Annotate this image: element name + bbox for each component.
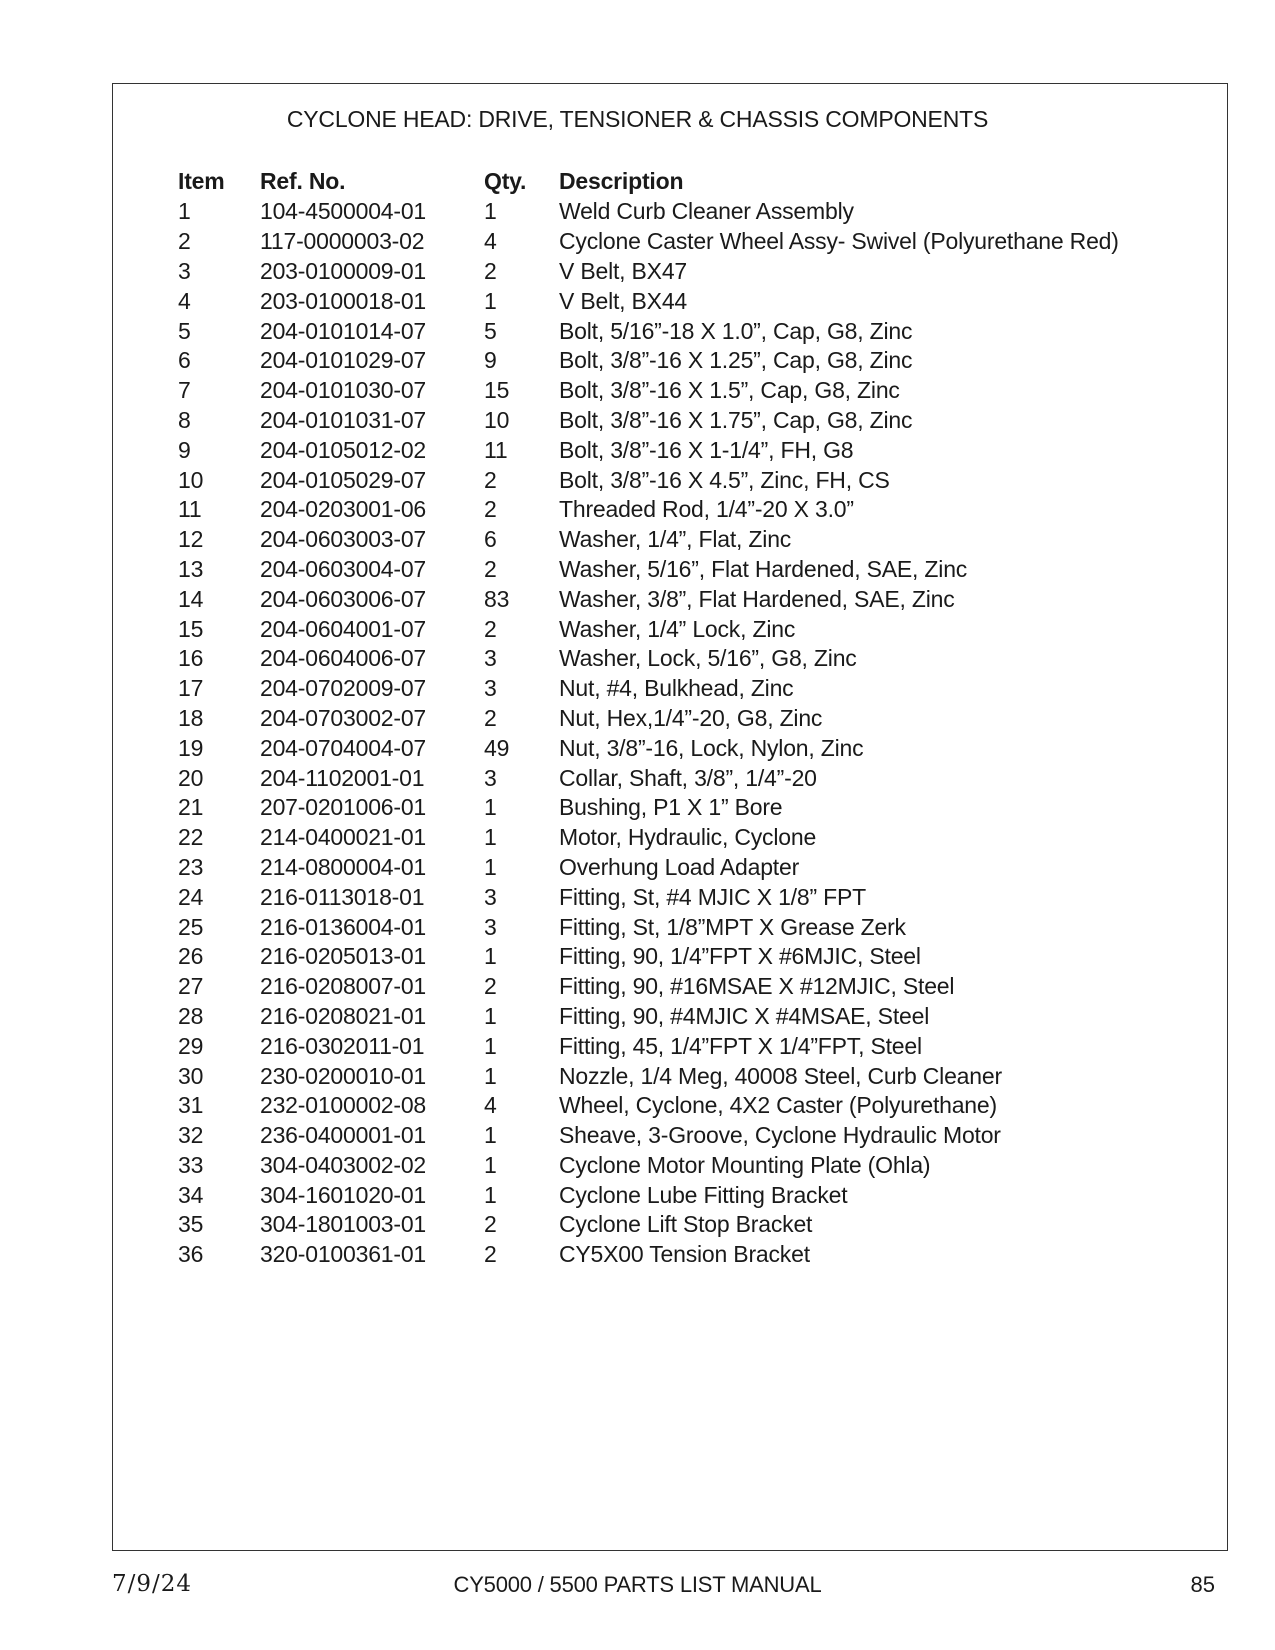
cell-description: Washer, Lock, 5/16”, G8, Zinc	[559, 645, 857, 672]
cell-ref-no: 236-0400001-01	[260, 1122, 427, 1149]
cell-ref-no: 232-0100002-08	[260, 1092, 427, 1119]
cell-ref-no: 216-0136004-01	[260, 913, 427, 940]
cell-item: 15	[178, 615, 204, 642]
cell-qty: 1	[484, 287, 497, 314]
table-row	[178, 823, 1119, 853]
cell-item: 1	[178, 198, 191, 225]
cell-item: 2	[178, 228, 191, 255]
cell-ref-no: 216-0208021-01	[260, 1002, 427, 1029]
cell-ref-no: 204-0604006-07	[260, 645, 427, 672]
cell-description: Bolt, 3/8”-16 X 1.5”, Cap, G8, Zinc	[559, 377, 900, 404]
cell-description: Bolt, 3/8”-16 X 1-1/4”, FH, G8	[559, 436, 854, 463]
cell-item: 22	[178, 824, 204, 851]
cell-item: 3	[178, 257, 191, 284]
table-row	[178, 555, 1119, 585]
cell-ref-no: 204-0603003-07	[260, 526, 427, 553]
cell-item: 5	[178, 317, 191, 344]
cell-description: Overhung Load Adapter	[559, 853, 800, 880]
cell-item: 18	[178, 704, 204, 731]
cell-ref-no: 204-0101029-07	[260, 347, 427, 374]
cell-description: CY5X00 Tension Bracket	[559, 1241, 810, 1268]
cell-ref-no: 304-1801003-01	[260, 1211, 427, 1238]
table-row	[178, 257, 1119, 287]
table-row	[178, 1091, 1119, 1121]
cell-item: 31	[178, 1092, 204, 1119]
table-row	[178, 972, 1119, 1002]
cell-ref-no: 204-1102001-01	[260, 764, 425, 791]
cell-description: Nozzle, 1/4 Meg, 40008 Steel, Curb Cleaner	[559, 1062, 1002, 1089]
cell-qty: 2	[484, 466, 497, 493]
cell-description: Wheel, Cyclone, 4X2 Caster (Polyurethane)	[559, 1092, 997, 1119]
cell-item: 21	[178, 794, 204, 821]
cell-item: 9	[178, 436, 191, 463]
cell-ref-no: 203-0100009-01	[260, 257, 427, 284]
footer-manual-title: CY5000 / 5500 PARTS LIST MANUAL	[453, 1572, 822, 1597]
cell-qty: 1	[484, 1062, 497, 1089]
cell-description: Cyclone Caster Wheel Assy- Swivel (Polyurethane Red)	[559, 228, 1119, 255]
cell-ref-no: 204-0101014-07	[260, 317, 427, 344]
table-row	[178, 1180, 1119, 1210]
cell-ref-no: 214-0800004-01	[260, 853, 427, 880]
cell-item: 30	[178, 1062, 204, 1089]
cell-qty: 3	[484, 764, 497, 791]
cell-item: 12	[178, 526, 204, 553]
table-row	[178, 406, 1119, 436]
cell-item: 4	[178, 287, 191, 314]
table-row	[178, 1210, 1119, 1240]
cell-qty: 3	[484, 645, 497, 672]
cell-ref-no: 204-0704004-07	[260, 734, 427, 761]
cell-description: V Belt, BX44	[559, 287, 688, 314]
cell-qty: 1	[484, 943, 497, 970]
cell-ref-no: 204-0101030-07	[260, 377, 427, 404]
page-number: 85	[1190, 1572, 1215, 1597]
cell-description: Nut, 3/8”-16, Lock, Nylon, Zinc	[559, 734, 864, 761]
table-row	[178, 346, 1119, 376]
cell-description: Cyclone Lift Stop Bracket	[559, 1211, 813, 1238]
table-row	[178, 1002, 1119, 1032]
table-row	[178, 882, 1119, 912]
cell-qty: 2	[484, 615, 497, 642]
cell-description: Bushing, P1 X 1” Bore	[559, 794, 783, 821]
cell-qty: 49	[484, 734, 510, 761]
cell-item: 25	[178, 913, 204, 940]
cell-item: 23	[178, 853, 204, 880]
table-row	[178, 525, 1119, 555]
cell-description: Bolt, 3/8”-16 X 1.75”, Cap, G8, Zinc	[559, 406, 913, 433]
table-row	[178, 1031, 1119, 1061]
cell-item: 20	[178, 764, 204, 791]
cell-item: 24	[178, 883, 204, 910]
cell-description: Cyclone Lube Fitting Bracket	[559, 1181, 848, 1208]
table-row	[178, 1121, 1119, 1151]
cell-ref-no: 214-0400021-01	[260, 824, 427, 851]
cell-qty: 1	[484, 1032, 497, 1059]
cell-ref-no: 204-0702009-07	[260, 675, 427, 702]
cell-item: 13	[178, 555, 204, 582]
cell-qty: 1	[484, 1002, 497, 1029]
parts-table-body	[178, 197, 1119, 1270]
cell-item: 36	[178, 1241, 204, 1268]
cell-description: V Belt, BX47	[559, 257, 688, 284]
cell-qty: 2	[484, 1241, 497, 1268]
cell-description: Washer, 1/4” Lock, Zinc	[559, 615, 796, 642]
table-row	[178, 1151, 1119, 1181]
table-row	[178, 942, 1119, 972]
footer-date: 7/9/24	[112, 1571, 193, 1597]
cell-qty: 3	[484, 883, 497, 910]
cell-description: Bolt, 3/8”-16 X 4.5”, Zinc, FH, CS	[559, 466, 890, 493]
cell-item: 27	[178, 973, 204, 1000]
cell-item: 7	[178, 377, 191, 404]
cell-item: 19	[178, 734, 204, 761]
cell-qty: 1	[484, 1151, 497, 1178]
table-row	[178, 763, 1119, 793]
cell-item: 17	[178, 675, 204, 702]
cell-qty: 6	[484, 526, 497, 553]
cell-item: 16	[178, 645, 204, 672]
cell-item: 14	[178, 585, 204, 612]
cell-ref-no: 320-0100361-01	[260, 1241, 427, 1268]
cell-ref-no: 204-0203001-06	[260, 496, 427, 523]
cell-ref-no: 207-0201006-01	[260, 794, 427, 821]
table-row	[178, 435, 1119, 465]
cell-item: 32	[178, 1122, 204, 1149]
cell-qty: 4	[484, 228, 497, 255]
cell-qty: 83	[484, 585, 510, 612]
cell-ref-no: 204-0604001-07	[260, 615, 427, 642]
cell-item: 33	[178, 1151, 204, 1178]
table-row	[178, 644, 1119, 674]
table-row	[178, 1240, 1119, 1270]
cell-ref-no: 204-0101031-07	[260, 406, 427, 433]
cell-item: 11	[178, 496, 202, 523]
cell-ref-no: 204-0603006-07	[260, 585, 427, 612]
cell-description: Bolt, 5/16”-18 X 1.0”, Cap, G8, Zinc	[559, 317, 913, 344]
table-row	[178, 227, 1119, 257]
cell-description: Collar, Shaft, 3/8”, 1/4”-20	[559, 764, 817, 791]
cell-ref-no: 104-4500004-01	[260, 198, 427, 225]
cell-ref-no: 204-0105012-02	[260, 436, 427, 463]
cell-qty: 3	[484, 913, 497, 940]
cell-description: Fitting, 90, 1/4”FPT X #6MJIC, Steel	[559, 943, 921, 970]
cell-description: Cyclone Motor Mounting Plate (Ohla)	[559, 1151, 931, 1178]
cell-ref-no: 204-0703002-07	[260, 704, 427, 731]
cell-qty: 2	[484, 555, 497, 582]
cell-description: Motor, Hydraulic, Cyclone	[559, 824, 817, 851]
header-description: Description	[559, 167, 684, 194]
cell-description: Threaded Rod, 1/4”-20 X 3.0”	[559, 496, 854, 523]
cell-qty: 10	[484, 406, 510, 433]
cell-item: 10	[178, 466, 204, 493]
cell-qty: 1	[484, 794, 497, 821]
table-row	[178, 704, 1119, 734]
cell-qty: 9	[484, 347, 497, 374]
cell-description: Fitting, St, 1/8”MPT X Grease Zerk	[559, 913, 906, 940]
cell-qty: 1	[484, 853, 497, 880]
cell-item: 26	[178, 943, 204, 970]
table-row	[178, 197, 1119, 227]
cell-qty: 2	[484, 973, 497, 1000]
cell-qty: 4	[484, 1092, 497, 1119]
cell-description: Weld Curb Cleaner Assembly	[559, 198, 854, 225]
cell-description: Sheave, 3-Groove, Cyclone Hydraulic Motor	[559, 1122, 1001, 1149]
cell-description: Nut, Hex,1/4”-20, G8, Zinc	[559, 704, 823, 731]
cell-ref-no: 304-0403002-02	[260, 1151, 427, 1178]
table-row	[178, 614, 1119, 644]
page-title: CYCLONE HEAD: DRIVE, TENSIONER & CHASSIS COMPONENTS	[286, 106, 989, 132]
table-row	[178, 674, 1119, 704]
table-row	[178, 286, 1119, 316]
table-row	[178, 376, 1119, 406]
cell-ref-no: 203-0100018-01	[260, 287, 427, 314]
cell-ref-no: 304-1601020-01	[260, 1181, 427, 1208]
cell-description: Fitting, 45, 1/4”FPT X 1/4”FPT, Steel	[559, 1032, 922, 1059]
cell-qty: 1	[484, 1122, 497, 1149]
table-row	[178, 316, 1119, 346]
cell-ref-no: 204-0603004-07	[260, 555, 427, 582]
cell-description: Fitting, 90, #16MSAE X #12MJIC, Steel	[559, 973, 955, 1000]
table-row	[178, 465, 1119, 495]
cell-qty: 2	[484, 496, 497, 523]
table-row	[178, 495, 1119, 525]
header-item: Item	[178, 167, 225, 194]
table-header-row	[178, 165, 1119, 197]
cell-description: Washer, 1/4”, Flat, Zinc	[559, 526, 792, 553]
header-qty: Qty.	[484, 167, 527, 194]
cell-item: 28	[178, 1002, 204, 1029]
cell-item: 35	[178, 1211, 204, 1238]
cell-description: Washer, 3/8”, Flat Hardened, SAE, Zinc	[559, 585, 955, 612]
cell-item: 34	[178, 1181, 204, 1208]
cell-qty: 1	[484, 824, 497, 851]
table-row	[178, 853, 1119, 883]
cell-qty: 2	[484, 704, 497, 731]
cell-item: 8	[178, 406, 191, 433]
cell-qty: 3	[484, 675, 497, 702]
cell-qty: 2	[484, 257, 497, 284]
cell-qty: 2	[484, 1211, 497, 1238]
cell-ref-no: 216-0205013-01	[260, 943, 427, 970]
cell-item: 29	[178, 1032, 204, 1059]
cell-ref-no: 204-0105029-07	[260, 466, 427, 493]
table-row	[178, 912, 1119, 942]
table-row	[178, 793, 1119, 823]
cell-qty: 15	[484, 377, 510, 404]
table-row	[178, 584, 1119, 614]
cell-qty: 1	[484, 198, 497, 225]
cell-item: 6	[178, 347, 191, 374]
table-row	[178, 733, 1119, 763]
cell-description: Bolt, 3/8”-16 X 1.25”, Cap, G8, Zinc	[559, 347, 913, 374]
cell-ref-no: 230-0200010-01	[260, 1062, 427, 1089]
cell-qty: 11	[484, 436, 508, 463]
cell-ref-no: 216-0302011-01	[260, 1032, 425, 1059]
cell-qty: 1	[484, 1181, 497, 1208]
cell-ref-no: 216-0113018-01	[260, 883, 425, 910]
cell-description: Washer, 5/16”, Flat Hardened, SAE, Zinc	[559, 555, 968, 582]
cell-description: Fitting, St, #4 MJIC X 1/8” FPT	[559, 883, 866, 910]
header-ref-no: Ref. No.	[260, 167, 346, 194]
cell-ref-no: 117-0000003-02	[260, 228, 425, 255]
table-row	[178, 1061, 1119, 1091]
cell-description: Nut, #4, Bulkhead, Zinc	[559, 675, 794, 702]
parts-table	[178, 165, 1119, 1270]
cell-qty: 5	[484, 317, 497, 344]
cell-ref-no: 216-0208007-01	[260, 973, 427, 1000]
cell-description: Fitting, 90, #4MJIC X #4MSAE, Steel	[559, 1002, 930, 1029]
